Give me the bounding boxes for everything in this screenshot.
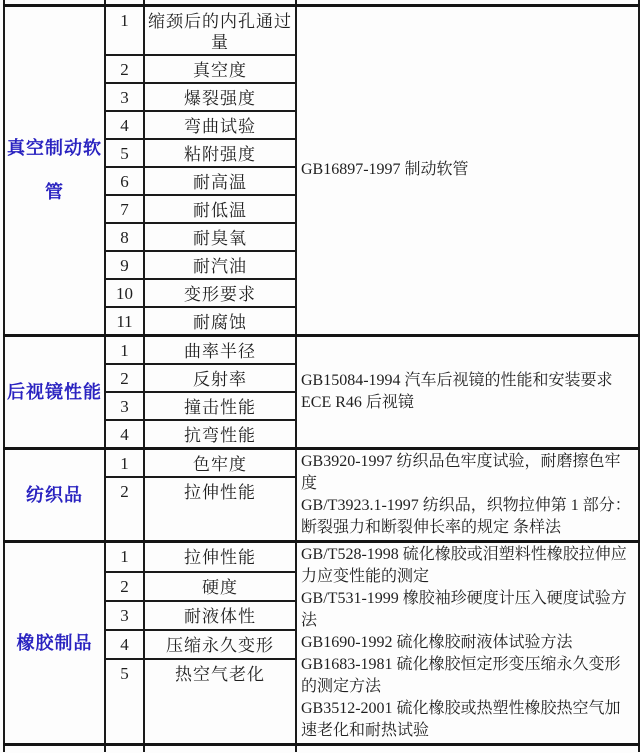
test-item: 拉伸性能 — [144, 477, 296, 541]
test-item: 粘附强度 — [144, 139, 296, 167]
row-number: 2 — [105, 572, 144, 600]
test-item: 曲率半径 — [144, 335, 296, 364]
category-cell: 纺织品 — [4, 448, 105, 541]
test-item: 弯曲试验 — [144, 111, 296, 139]
standard-cell — [296, 335, 639, 448]
row-number: 5 — [105, 139, 144, 167]
row-number: 1 — [105, 541, 144, 572]
standard-line: GB3920-1997 纺织品色牢度试验，耐磨擦色牢度 — [301, 452, 621, 492]
test-item: 反射率 — [144, 364, 296, 392]
row-number: 1 — [105, 335, 144, 364]
row-number: 4 — [105, 420, 144, 449]
category-cell: 橡胶制品 — [4, 541, 105, 744]
test-item: 色牢度 — [144, 448, 296, 477]
row-number: 11 — [105, 307, 144, 336]
standard-line: GB15084-1994 汽车后视镜的性能和安装要求 — [301, 371, 613, 389]
row-number: 3 — [105, 601, 144, 630]
row-number: 1 — [105, 448, 144, 477]
row-number: 6 — [105, 167, 144, 195]
test-item: 耐高温 — [144, 167, 296, 195]
standard-line: GB16897-1997 制动软管 — [301, 161, 469, 178]
category-cell: 真空制动软管 — [4, 5, 105, 335]
row-number: 1 — [105, 5, 144, 55]
test-item: 变形要求 — [144, 279, 296, 307]
standard-line: GB1683-1981 硫化橡胶恒定形变压缩永久变形的测定方法 — [301, 655, 621, 695]
standard-cell — [296, 541, 639, 744]
table-row — [4, 5, 639, 55]
test-item: 硬度 — [144, 572, 296, 600]
test-item: 耐腐蚀 — [144, 307, 296, 336]
row-number: 8 — [105, 223, 144, 251]
test-item: 缩颈后的内孔通过量 — [144, 5, 296, 55]
clipped-cell — [296, 744, 639, 752]
row-number: 3 — [105, 392, 144, 420]
table-row — [4, 335, 639, 364]
test-item: 真空度 — [144, 55, 296, 83]
table-row-clipped-bottom — [4, 744, 639, 752]
row-number: 2 — [105, 364, 144, 392]
row-number: 2 — [105, 477, 144, 541]
clipped-cell — [4, 744, 105, 752]
test-item: 抗弯性能 — [144, 420, 296, 449]
standard-line: GB/T528-1998 硫化橡胶或泪塑料性橡胶拉伸应力应变性能的测定 — [301, 545, 627, 585]
test-item: 热空气老化 — [144, 659, 296, 744]
standard-line: GB/T3923.1-1997 纺织品，织物拉伸第 1 部分：断裂强力和断裂伸长率的规定 条样法 — [301, 496, 631, 536]
standards-table — [3, 0, 640, 752]
test-item: 耐低温 — [144, 195, 296, 223]
row-number: 9 — [105, 251, 144, 279]
row-number: 10 — [105, 279, 144, 307]
row-number: 4 — [105, 630, 144, 659]
row-number: 4 — [105, 111, 144, 139]
table-row — [4, 541, 639, 572]
clipped-cell — [144, 744, 296, 752]
test-item: 压缩永久变形 — [144, 630, 296, 659]
standard-cell — [296, 448, 639, 541]
clipped-cell — [105, 744, 144, 752]
table-row — [4, 448, 639, 477]
test-item: 耐液体性 — [144, 601, 296, 630]
test-item: 耐臭氧 — [144, 223, 296, 251]
row-number: 3 — [105, 83, 144, 111]
category-cell: 后视镜性能 — [4, 335, 105, 448]
test-item: 拉伸性能 — [144, 541, 296, 572]
test-item: 耐汽油 — [144, 251, 296, 279]
standard-line: GB3512-2001 硫化橡胶或热塑性橡胶热空气加速老化和耐热试验 — [301, 699, 621, 739]
test-item: 爆裂强度 — [144, 83, 296, 111]
standard-line: GB/T531-1999 橡胶袖珍硬度计压入硬度试验方法 — [301, 589, 627, 629]
row-number: 7 — [105, 195, 144, 223]
standard-cell — [296, 5, 639, 335]
test-item: 撞击性能 — [144, 392, 296, 420]
standard-line: ECE R46 后视镜 — [301, 393, 414, 411]
row-number: 5 — [105, 659, 144, 744]
standard-line: GB1690-1992 硫化橡胶耐液体试验方法 — [301, 633, 573, 651]
row-number: 2 — [105, 55, 144, 83]
